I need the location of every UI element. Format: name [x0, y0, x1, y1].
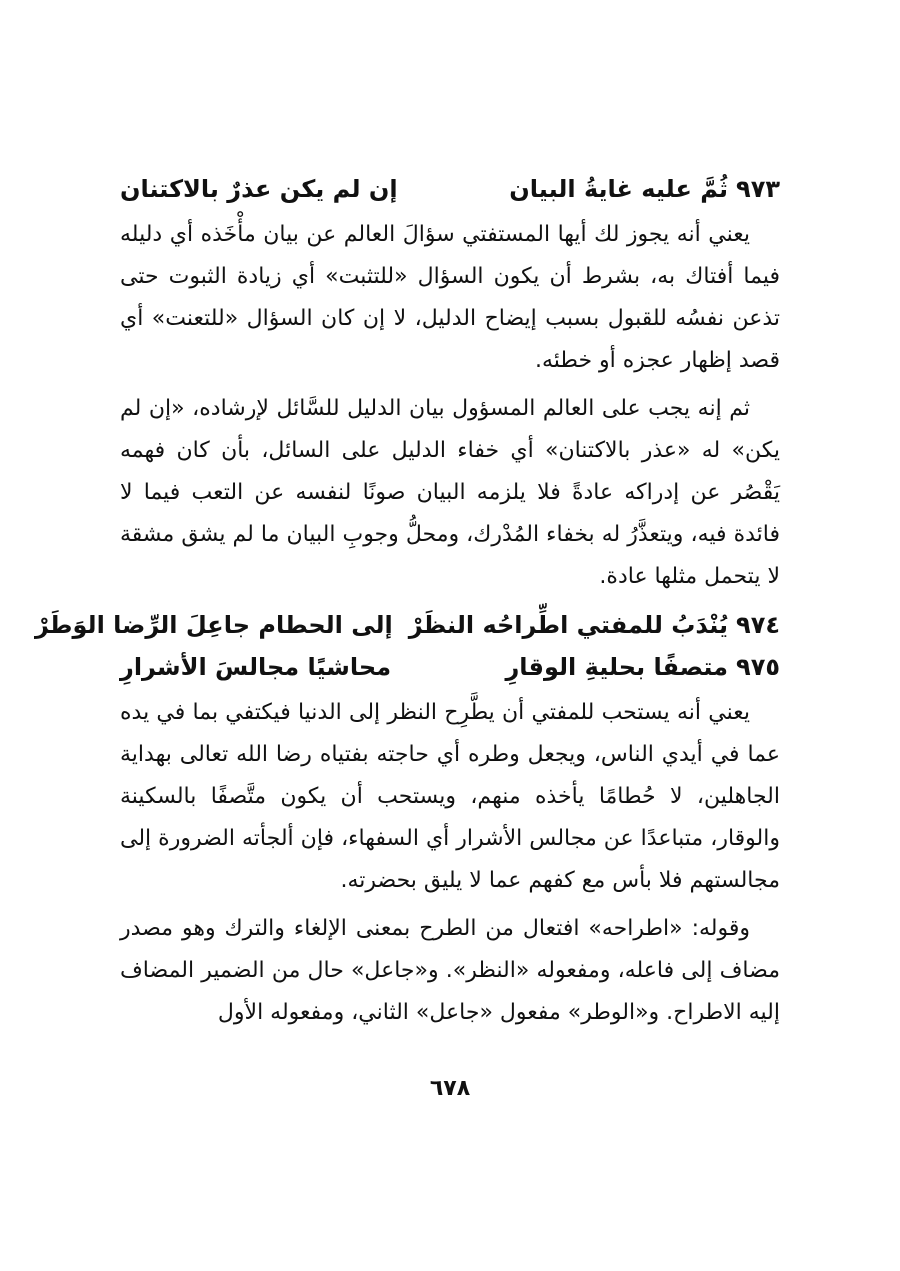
verse-number: ٩٧٥	[736, 653, 780, 681]
commentary-paragraph: ثم إنه يجب على العالم المسؤول بيان الدليل للسَّائل لإرشاده، «إن لم يكن» له «عذر بالاكتنان» أي خفاء الدليل على السائل، بأن كان فهمه يَقْصُر عن إدراكه عادةً فلا يلزمه البيان صونًا لنفسه عن التعب فيما لا فائدة فيه، ويتعذَّرُ له بخفاء المُدْرك، ومحلُّ وجوبِ البيان ما لم يشق مشقة لا يتحمل مثلها عادة.	[120, 396, 780, 589]
verse-975	[120, 646, 780, 688]
verse-first-hemistich: متصفًا بحليةِ الوقارِ	[505, 653, 729, 681]
verse-second-hemistich: محاشيًا مجالسَ الأشرارِ	[120, 653, 392, 681]
verse-first-hemistich: ثُمَّ عليه غايةُ البيان	[509, 175, 729, 203]
verse-number: ٩٧٤	[736, 611, 780, 639]
page-body	[34, 168, 780, 1040]
commentary-paragraph: يعني أنه يستحب للمفتي أن يطَّرِح النظر إلى الدنيا فيكتفي بما في يده عما في أيدي الناس، ويجعل وطره أي حاجته بفتياه رضا الله تعالى بهداية الجاهلين، لا حُطامًا يأخذه منهم، ويستحب أن يكون متَّصفًا بالسكينة والوقار، متباعدًا عن مجالس الأشرار أي السفهاء، فإن ألجأته الضرورة إلى مجالستهم فلا بأس مع كفهم عما لا يليق بحضرته.	[120, 700, 780, 893]
verse-first-hemistich: يُنْدَبُ للمفتي اطِّراحُه النظَرْ	[408, 611, 729, 639]
verse-second-hemistich: إن لم يكن عذرٌ بالاكتنان	[120, 175, 398, 203]
page-number: ٦٧٨	[429, 1076, 471, 1101]
verse-second-hemistich: إلى الحطام جاعِلَ الرِّضا الوَطَرْ	[34, 611, 393, 639]
verse-number: ٩٧٣	[736, 175, 780, 203]
verse-974	[34, 604, 780, 646]
verse-973	[120, 168, 780, 210]
commentary-paragraph: وقوله: «اطراحه» افتعال من الطرح بمعنى الإلغاء والترك وهو مصدر مضاف إلى فاعله، ومفعوله «النظر». و«جاعل» حال من الضمير المضاف إليه الاطراح. و«الوطر» مفعول «جاعل» الثاني، ومفعوله الأول	[120, 916, 780, 1025]
commentary-paragraph: يعني أنه يجوز لك أيها المستفتي سؤالَ العالم عن بيان مأْخَذه أي دليله فيما أفتاك به، بشرط أن يكون السؤال «للتثبت» أي زيادة الثبوت حتى تذعن نفسُه للقبول بسبب إيضاح الدليل، لا إن كان السؤال «للتعنت» أي قصد إظهار عجزه أو خطئه.	[120, 222, 780, 373]
